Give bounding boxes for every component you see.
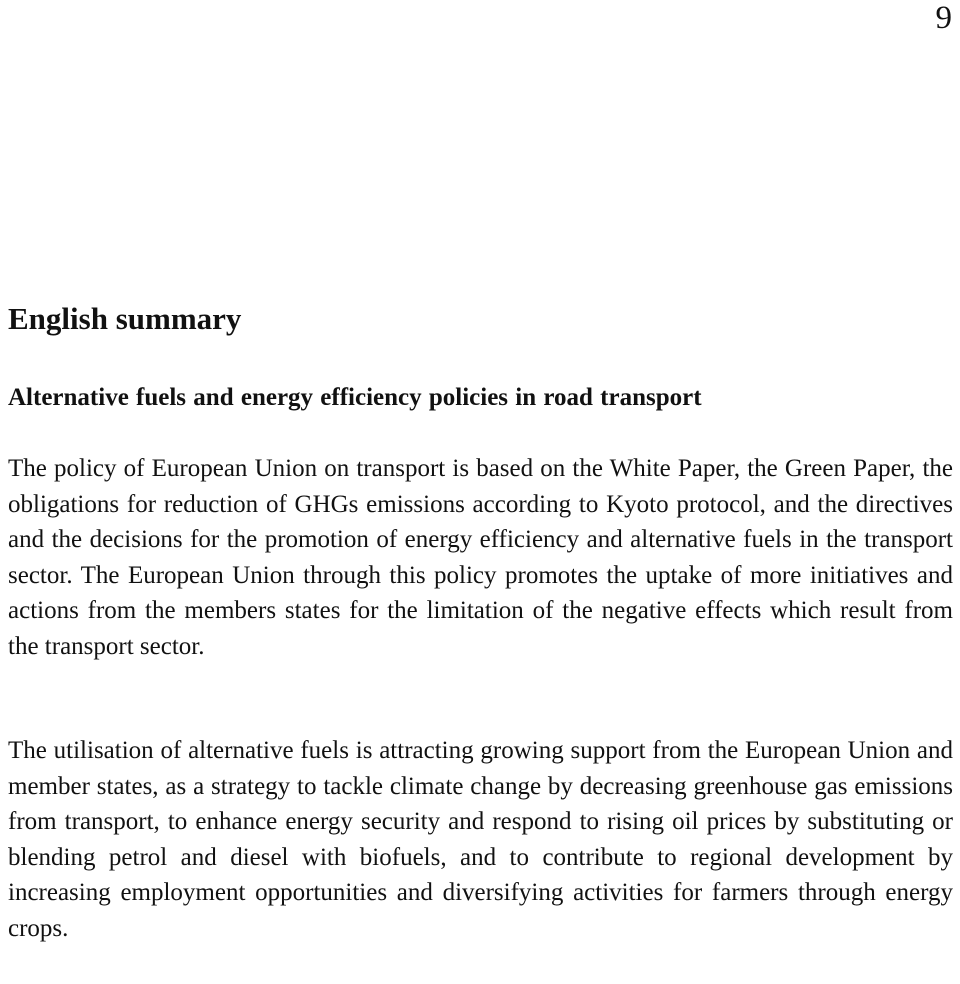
page-number: 9 <box>935 0 952 36</box>
section-heading: English summary <box>8 301 242 336</box>
section-subheading: Alternative fuels and energy efficiency policies in road transport <box>8 384 702 411</box>
body-paragraph-1: The policy of European Union on transport is based on the White Paper, the Green Paper, the obligations for reduction of GHGs emissions according to Kyoto protocol, and the directives and the decisions for the promotion of energy efficiency and alternative fuels in the transport sector. The European Union through this policy promotes the uptake of more initiatives and actions from the members states for the limitation of the negative effects which result from the transport sector. <box>8 455 953 660</box>
body-paragraph-2: The utilisation of alternative fuels is attracting growing support from the European Union and member states, as a strategy to tackle climate change by decreasing greenhouse gas emissions from transport, to enhance energy security and respond to rising oil prices by substituting or blending petrol and diesel with biofuels, and to contribute to regional development by increasing employment opportunities and diversifying activities for farmers through energy crops. <box>8 737 953 942</box>
